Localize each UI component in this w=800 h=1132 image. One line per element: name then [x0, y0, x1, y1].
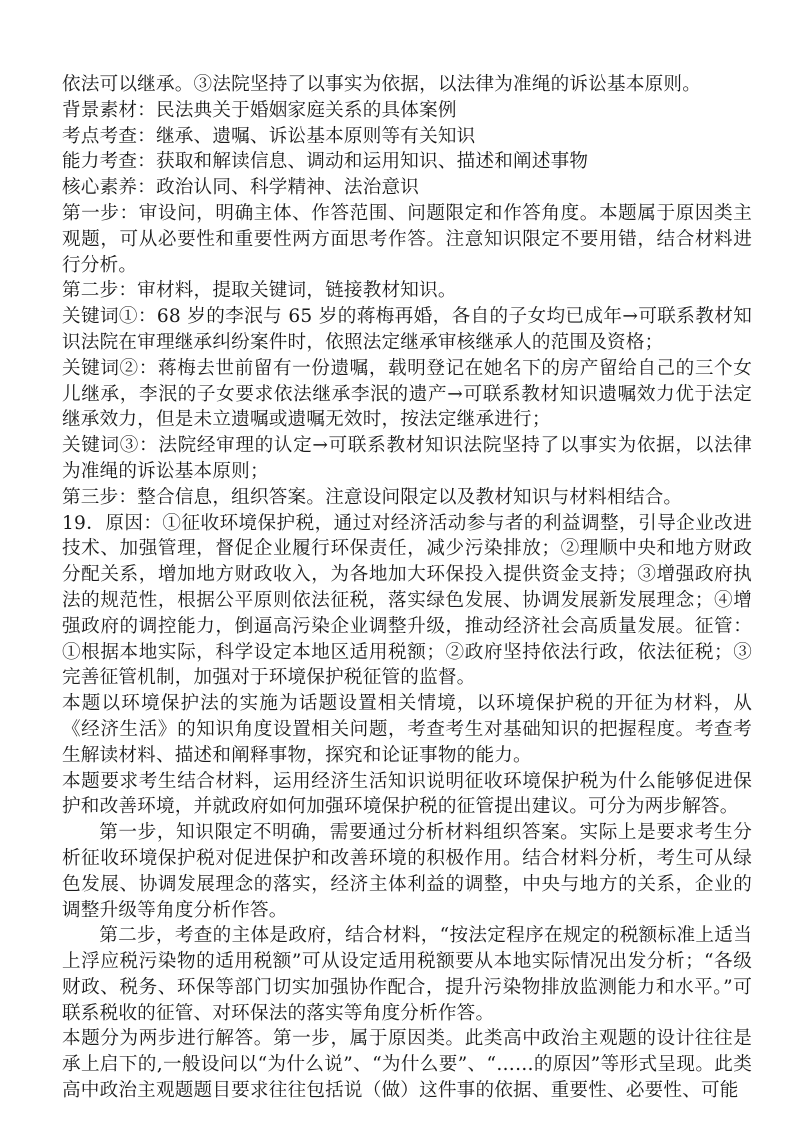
paragraph-step-two: 第二步：审材料，提取关键词，链接教材知识。	[62, 280, 457, 302]
paragraph-keyword-one: 关键词①：68 岁的李泯与 65 岁的蒋梅再婚，各自的子女均已成年→可联系教材知识法院在审理继承纠纷案件时，依照法定继承审核继承人的范围及资格；	[62, 306, 752, 353]
paragraph-keyword-three: 关键词③：法院经审理的认定→可联系教材知识法院坚持了以事实为依据，以法律为准绳的诉讼基本原则；	[62, 435, 752, 482]
paragraph-core-literacy: 核心素养：政治认同、科学精神、法治意识	[62, 177, 420, 199]
paragraph-exam-points: 考点考查：继承、遗嘱、诉讼基本原则等有关知识	[62, 125, 476, 147]
paragraph-step-three: 第三步：整合信息，组织答案。注意设问限定以及教材知识与材料相结合。	[62, 486, 683, 508]
document-page	[62, 72, 752, 1104]
paragraph-question-context: 本题以环境保护法的实施为话题设置相关情境，以环境保护税的开征为材料，从《经济生活》的知识角度设置相关问题，考查考生对基础知识的把握程度。考查考生解读材料、描述和阐释事物，探究和论证事物的能力。	[62, 693, 752, 766]
paragraph-ability-assessment: 能力考查：获取和解读信息、调动和运用知识、描述和阐述事物	[62, 151, 589, 173]
paragraph-question-requirement: 本题要求考生结合材料，运用经济生活知识说明征收环境保护税为什么能够促进保护和改善环境，并就政府如何加强环境保护税的征管提出建议。可分为两步解答。	[62, 770, 752, 818]
paragraph-keyword-two: 关键词②：蒋梅去世前留有一份遗嘱，载明登记在她名下的房产留给自己的三个女儿继承，李泯的子女要求依法继承李泯的遗产→可联系教材知识遗嘱效力优于法定继承效力，但是未立遗嘱或遗嘱无效时，按法定继承进行；	[62, 357, 752, 431]
paragraph-analysis-step-one: 第一步，知识限定不明确，需要通过分析材料组织答案。实际上是要求考生分析征收环境保护税对促进保护和改善环境的积极作用。结合材料分析，考生可从绿色发展、协调发展理念的落实，经济主体利益的调整，中央与地方的关系，企业的调整升级等角度分析作答。	[62, 822, 752, 921]
paragraph-question-19-answer: 19．原因：①征收环境保护税，通过对经济活动参与者的利益调整，引导企业改进技术、加强管理，督促企业履行环保责任，减少污染排放；②理顺中央和地方财政分配关系，增加地方财政收入，为各地加大环保投入提供资金支持；③增强政府执法的规范性，根据公平原则依法征税，落实绿色发展、协调发展新发展理念；④增强政府的调控能力，倒逼高污染企业调整升级，推动经济社会高质量发展。征管：①根据本地实际，科学设定本地区适用税额；②政府坚持依法行政，依法征税；③完善征管机制，加强对于环境保护税征管的监督。	[62, 512, 752, 689]
paragraph-step-one: 第一步：审设问，明确主体、作答范围、问题限定和作答角度。本题属于原因类主观题，可从必要性和重要性两方面思考作答。注意知识限定不要用错，结合材料进行分析。	[62, 202, 752, 276]
paragraph-answer-method: 本题分为两步进行解答。第一步，属于原因类。此类高中政治主观题的设计往往是承上启下的,一般设问以“为什么说”、“为什么要”、“……的原因”等形式呈现。此类高中政治主观题题目要求往往包括说（做）这件事的依据、重要性、必要性、可能	[62, 1028, 752, 1102]
paragraph-inheritance-conclusion: 依法可以继承。③法院坚持了以事实为依据，以法律为准绳的诉讼基本原则。	[62, 74, 701, 95]
paragraph-background-material: 背景素材：民法典关于婚姻家庭关系的具体案例	[62, 99, 457, 121]
paragraph-analysis-step-two: 第二步，考查的主体是政府，结合材料，“按法定程序在规定的税额标准上适当上浮应税污染物的适用税额”可从设定适用税额要从本地实际情况出发分析；“各级财政、税务、环保等部门切实加强协作配合，提升污染物排放监测能力和水平。”可联系税收的征管、对环保法的落实等角度分析作答。	[62, 925, 752, 1024]
